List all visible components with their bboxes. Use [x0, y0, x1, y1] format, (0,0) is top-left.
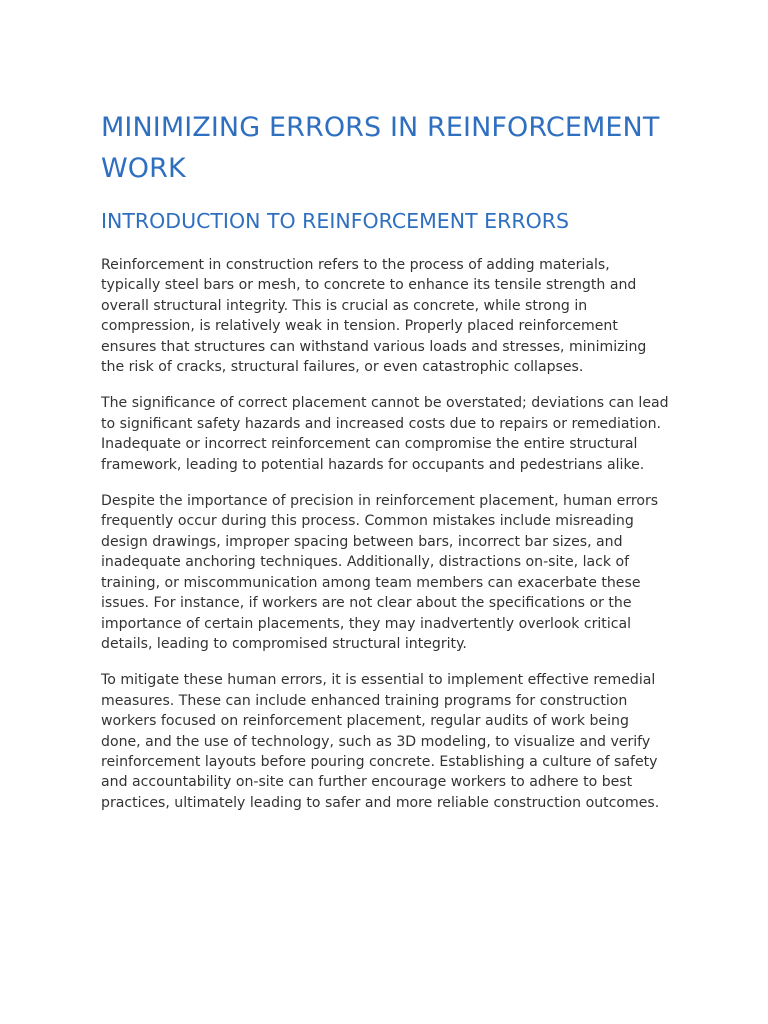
- paragraph-4: To mitigate these human errors, it is essential to implement effective remedial measures. These can include enhanced training programs for construction workers focused on reinforcement placement, regular audits of work being done, and the use of technology, such as 3D modeling, to visualize and verify reinforcement layouts before pouring concrete. Establishing a culture of safety and accountability on-site can further encourage workers to adhere to best practices, ultimately leading to safer and more reliable construction outcomes.: [101, 672, 660, 811]
- document-title: MINIMIZING ERRORS IN REINFORCEMENT WORK: [101, 112, 660, 184]
- paragraph-3: Despite the importance of precision in reinforcement placement, human errors frequently occur during this process. Common mistakes include misreading design drawings, improper spacing between bars, incorrect bar sizes, and inadequate anchoring techniques. Additionally, distractions on-site, lack of training, or miscommunication among team members can exacerbate these issues. For instance, if workers are not clear about the specifications or the importance of certain placements, they may inadvertently overlook critical details, leading to compromised structural integrity.: [101, 493, 659, 652]
- paragraph-1: Reinforcement in construction refers to the process of adding materials, typically steel bars or mesh, to concrete to enhance its tensile strength and overall structural integrity. This is crucial as concrete, while strong in compression, is relatively weak in tension. Properly placed reinforcement ensures that structures can withstand various loads and stresses, minimizing the risk of cracks, structural failures, or even catastrophic collapses.: [101, 257, 647, 376]
- paragraph-2: The significance of correct placement cannot be overstated; deviations can lead to significant safety hazards and increased costs due to repairs or remediation. Inadequate or incorrect reinforcement can compromise the entire structural framework, leading to potential hazards for occupants and pedestrians alike.: [101, 395, 669, 473]
- section-heading-introduction: INTRODUCTION TO REINFORCEMENT ERRORS: [101, 209, 569, 233]
- document-content: [101, 107, 671, 813]
